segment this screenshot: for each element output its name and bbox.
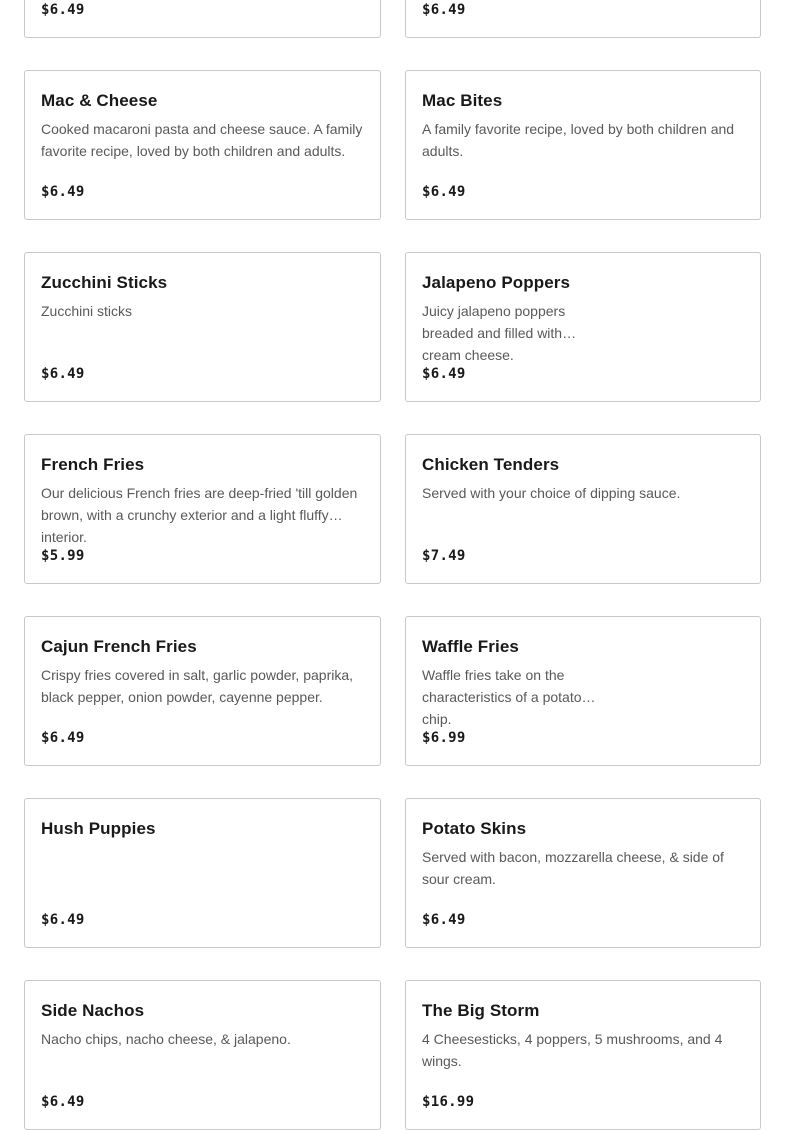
menu-item-card[interactable] [24,980,381,1130]
menu-item-price: $6.99 [422,730,466,746]
menu-item-name: Chicken Tenders [422,455,560,474]
menu-item-description: Crispy fries covered in salt, garlic powder, paprika, black pepper, onion powder, cayenne pepper. [41,667,354,705]
menu-item-card[interactable] [24,434,381,584]
menu-item-card[interactable] [24,252,381,402]
menu-item-description: 4 Cheesesticks, 4 poppers, 5 mushrooms, and 4 wings. [422,1031,723,1069]
menu-item-price: $6.49 [41,366,85,382]
menu-item-description: Cooked macaroni pasta and cheese sauce. A family favorite recipe, loved by both children and adults. [41,121,363,159]
menu-item-name: French Fries [41,455,145,474]
menu-item-price: $6.49 [422,2,466,18]
menu-item-description: Waffle fries take on the characteristics of a potato chip. [422,667,582,727]
menu-item-price: $6.49 [41,730,85,746]
menu-item-name: Hush Puppies [41,819,156,838]
menu-item-card[interactable] [24,616,381,766]
menu-item-name: Jalapeno Poppers [422,273,571,292]
menu-item-card[interactable] [24,70,381,220]
menu-item-price: $6.49 [41,2,85,18]
menu-item-price: $5.99 [41,548,85,564]
menu-item-description: Served with bacon, mozzarella cheese, & side of sour cream. [422,849,724,887]
menu-item-card[interactable] [24,0,381,38]
menu-item-card[interactable] [405,616,761,766]
menu-item-name: Potato Skins [422,819,527,838]
menu-item-name: Cajun French Fries [41,637,197,656]
menu-item-price: $6.49 [41,1094,85,1110]
menu-item-price: $16.99 [422,1094,475,1110]
menu-item-description: Zucchini sticks [41,303,133,319]
menu-item-description: Our delicious French fries are deep-fried 'till golden brown, with a crunchy exterior and a light fluffy interior. [41,485,358,545]
menu-item-description: Nacho chips, nacho cheese, & jalapeno. [41,1031,291,1047]
menu-item-description: A family favorite recipe, loved by both children and adults. [422,121,735,159]
menu-item-card[interactable] [405,70,761,220]
menu-item-card[interactable] [405,252,761,402]
menu-item-description: Juicy jalapeno poppers breaded and filled with cream cheese. [422,303,566,363]
menu-item-name: Waffle Fries [422,637,519,656]
menu-item-name: Mac & Cheese [41,91,158,110]
menu-item-name: Side Nachos [41,1001,145,1020]
menu-item-price: $6.49 [422,912,466,928]
menu-item-name: Mac Bites [422,91,503,110]
menu-item-price: $6.49 [41,184,85,200]
menu-item-card[interactable] [405,798,761,948]
menu-item-price: $6.49 [422,184,466,200]
menu-item-card[interactable] [405,980,761,1130]
menu-item-price: $7.49 [422,548,466,564]
menu-item-name: The Big Storm [422,1001,540,1020]
menu-item-grid [24,0,761,1130]
menu-item-price: $6.49 [422,366,466,382]
menu-item-card[interactable] [405,434,761,584]
menu-item-name: Zucchini Sticks [41,273,168,292]
menu-item-card[interactable] [24,798,381,948]
menu-item-price: $6.49 [41,912,85,928]
menu-item-card[interactable] [405,0,761,38]
menu-item-description: Served with your choice of dipping sauce. [422,485,681,501]
